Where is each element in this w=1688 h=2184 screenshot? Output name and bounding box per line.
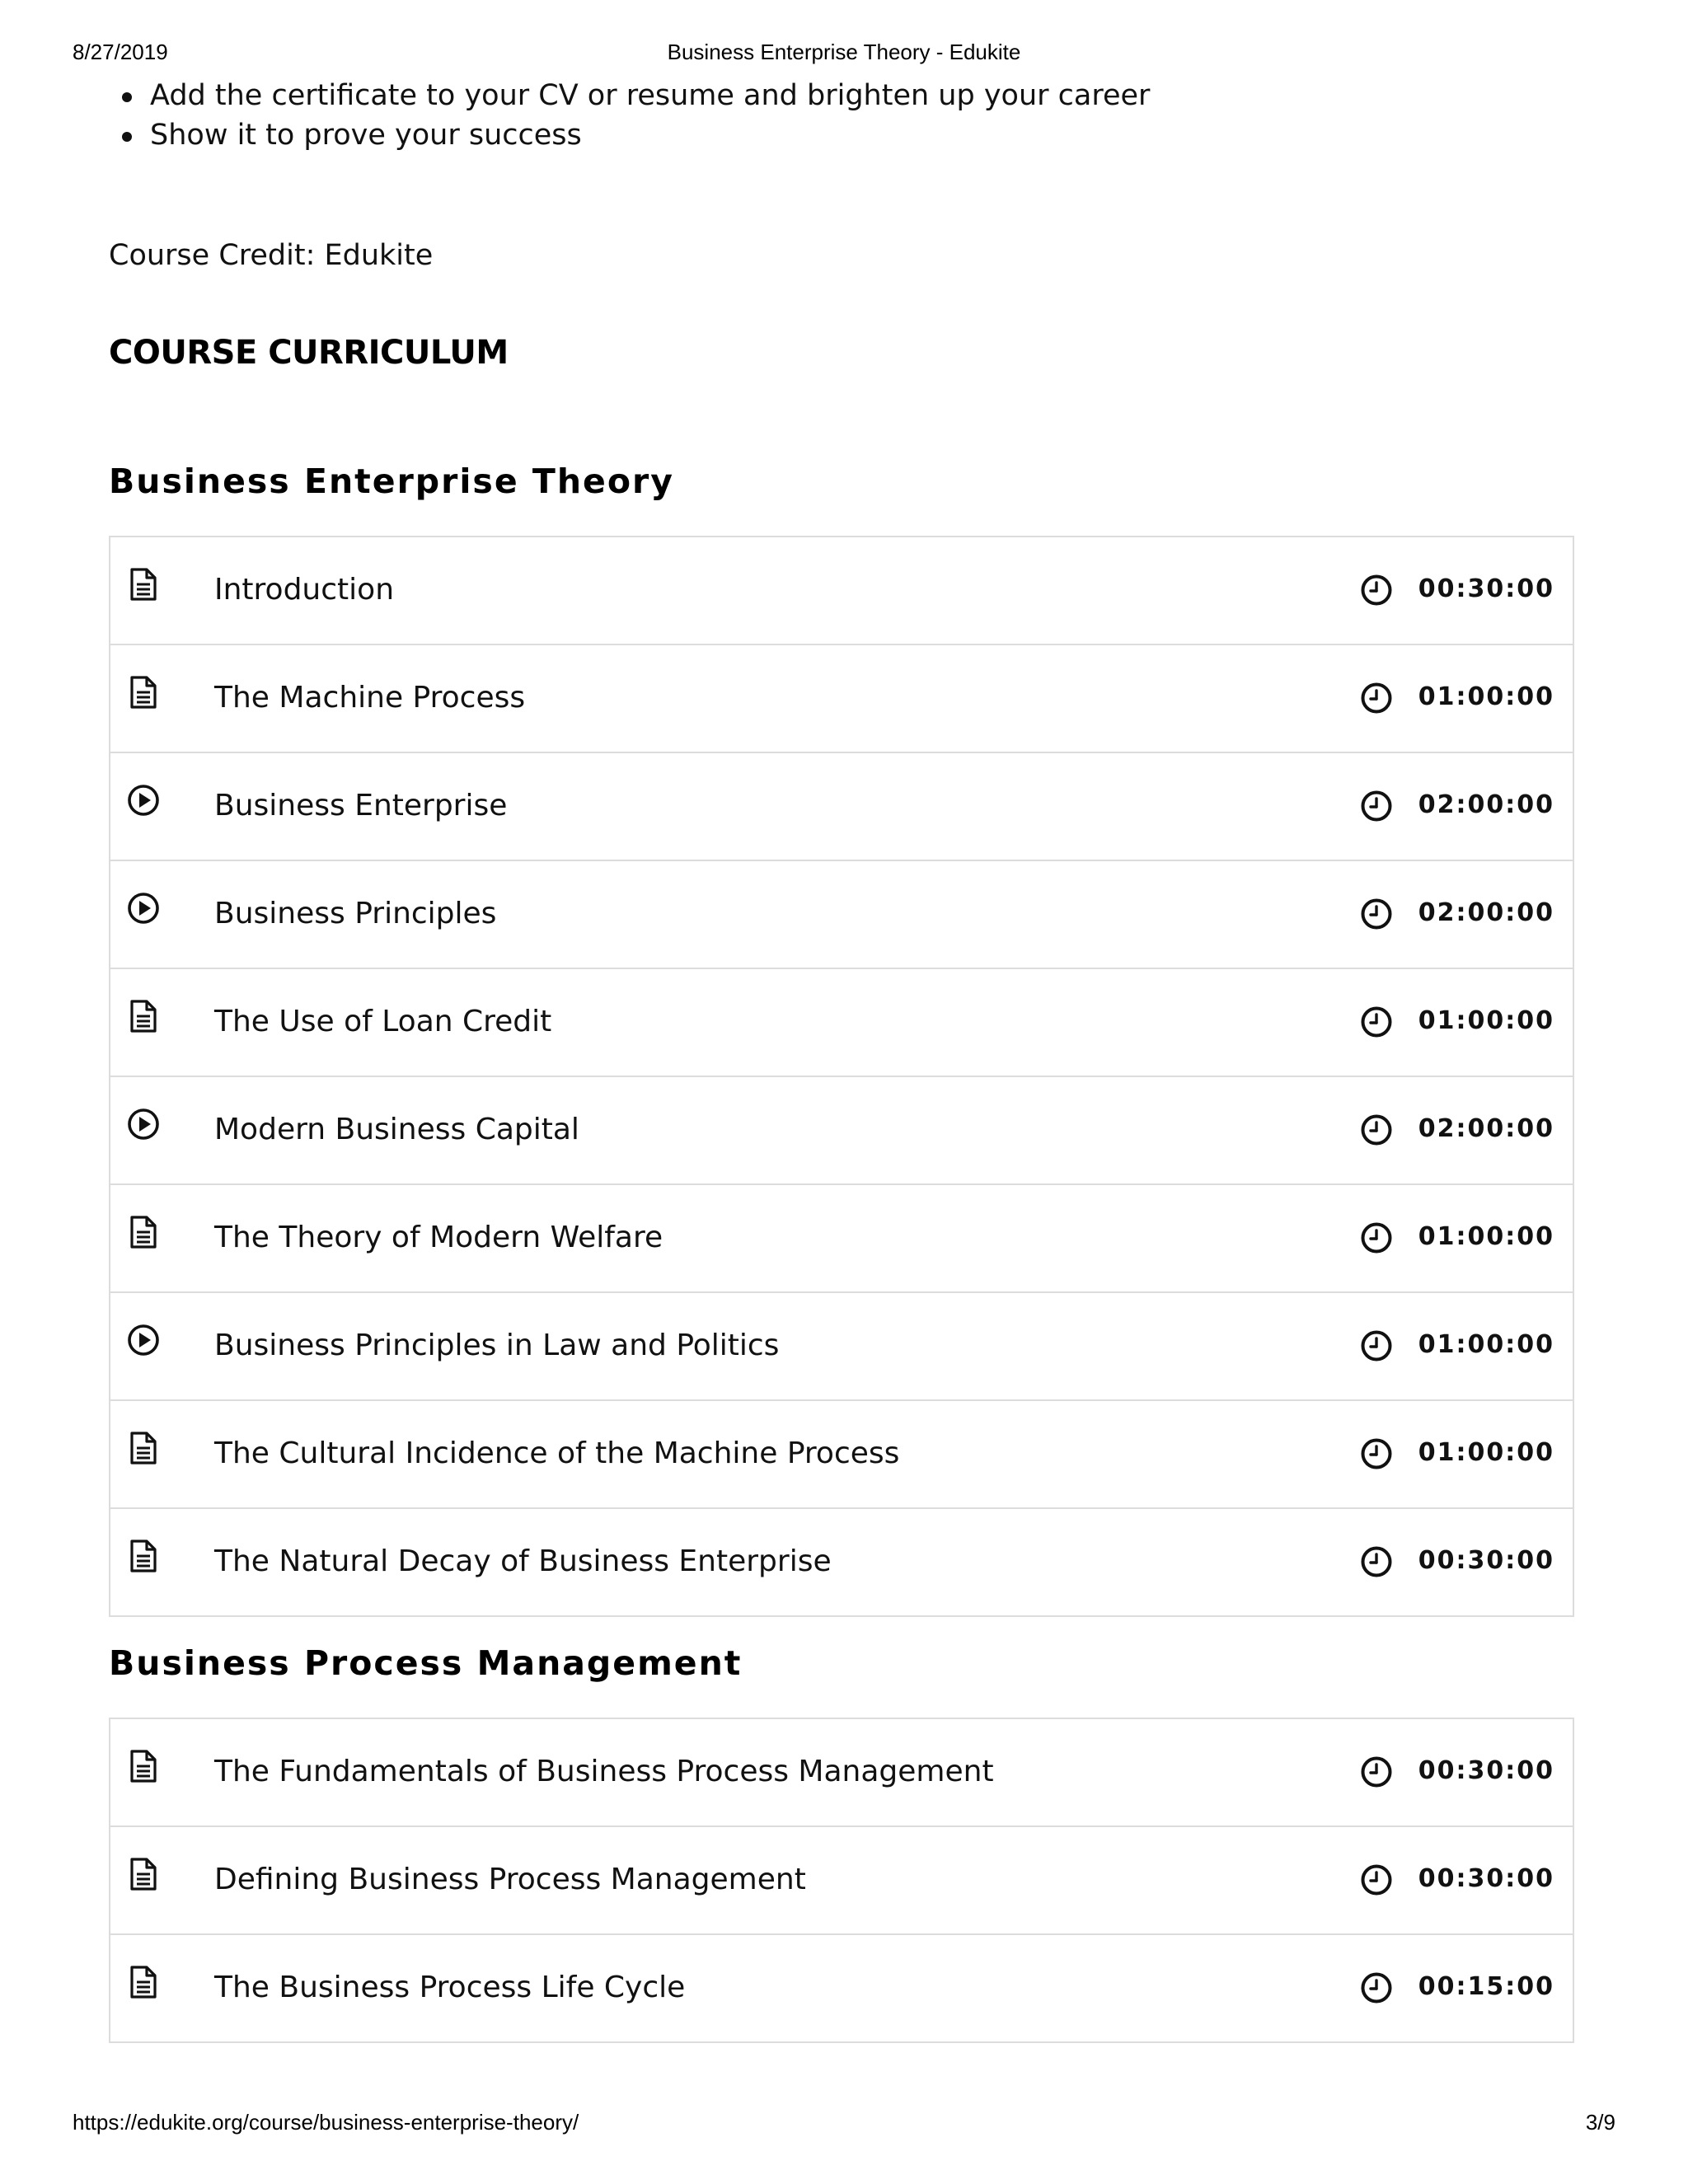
clock-icon (1360, 1863, 1393, 1896)
document-icon (127, 1431, 160, 1465)
section-title-business-process-management: Business Process Management (109, 1643, 743, 1683)
clock-icon (1360, 1113, 1393, 1146)
lesson-duration: 02:00:00 (1418, 790, 1554, 819)
document-icon (127, 1539, 160, 1573)
benefit-item: Show it to prove your success (150, 115, 1576, 155)
lesson-row[interactable] (110, 537, 1573, 645)
print-page-title: Business Enterprise Theory - Edukite (667, 40, 1021, 64)
document-icon (127, 999, 160, 1033)
clock-icon (1360, 1329, 1393, 1362)
lesson-row[interactable] (110, 969, 1573, 1077)
print-url: https://edukite.org/course/business-enterprise-theory/ (73, 2110, 579, 2135)
document-icon (127, 1965, 160, 1999)
lesson-title[interactable]: The Fundamentals of Business Process Management (214, 1755, 994, 1788)
lesson-duration: 00:30:00 (1418, 574, 1554, 603)
clock-icon (1360, 1971, 1393, 2004)
lesson-title[interactable]: The Cultural Incidence of the Machine Process (214, 1436, 900, 1470)
lesson-row[interactable] (110, 1509, 1573, 1617)
clock-icon (1360, 574, 1393, 607)
clock-icon (1360, 790, 1393, 823)
clock-icon (1360, 1005, 1393, 1038)
clock-icon (1360, 1221, 1393, 1254)
lesson-row[interactable] (110, 1077, 1573, 1185)
lesson-duration: 02:00:00 (1418, 898, 1554, 927)
lesson-title[interactable]: Modern Business Capital (214, 1113, 579, 1146)
benefit-item: Add the certificate to your CV or resume and brighten up your career (150, 76, 1576, 115)
clock-icon (1360, 898, 1393, 930)
lesson-title[interactable]: Business Enterprise (214, 789, 508, 823)
lesson-duration: 00:30:00 (1418, 1546, 1554, 1575)
lesson-row[interactable] (110, 753, 1573, 861)
lesson-title[interactable]: The Natural Decay of Business Enterprise (214, 1544, 832, 1578)
lesson-row[interactable] (110, 1935, 1573, 2043)
lesson-duration: 01:00:00 (1418, 1222, 1554, 1251)
lesson-duration: 01:00:00 (1418, 1330, 1554, 1359)
print-header (73, 40, 1615, 69)
page-content (109, 76, 1576, 2043)
lesson-row[interactable] (110, 1719, 1573, 1827)
document-icon (127, 1749, 160, 1783)
lesson-duration: 01:00:00 (1418, 682, 1554, 711)
section-title-business-enterprise-theory: Business Enterprise Theory (109, 462, 674, 501)
print-page-number: 3/9 (1585, 2110, 1615, 2135)
document-icon (127, 1857, 160, 1891)
lesson-duration: 01:00:00 (1418, 1438, 1554, 1467)
lesson-row[interactable] (110, 1401, 1573, 1509)
play-icon (127, 1107, 160, 1141)
lesson-title[interactable]: Business Principles (214, 897, 497, 930)
lesson-title[interactable]: Introduction (214, 573, 395, 607)
clock-icon (1360, 1755, 1393, 1788)
lesson-list-section-2 (109, 1718, 1574, 2043)
play-icon (127, 783, 160, 818)
lesson-duration: 00:30:00 (1418, 1864, 1554, 1893)
course-credit: Course Credit: Edukite (109, 239, 434, 272)
clock-icon (1360, 1437, 1393, 1470)
lesson-title[interactable]: The Use of Loan Credit (214, 1005, 552, 1038)
lesson-row[interactable] (110, 861, 1573, 969)
lesson-title[interactable]: The Theory of Modern Welfare (214, 1221, 663, 1254)
print-footer (73, 2110, 1615, 2139)
lesson-duration: 00:30:00 (1418, 1756, 1554, 1785)
play-icon (127, 891, 160, 926)
lesson-duration: 02:00:00 (1418, 1114, 1554, 1143)
benefits-list (109, 76, 1576, 155)
document-icon (127, 567, 160, 602)
lesson-title[interactable]: The Business Process Life Cycle (214, 1971, 686, 2004)
lesson-row[interactable] (110, 1185, 1573, 1293)
lesson-row[interactable] (110, 1827, 1573, 1935)
document-icon (127, 1215, 160, 1249)
lesson-duration: 00:15:00 (1418, 1972, 1554, 2001)
lesson-title[interactable]: Defining Business Process Management (214, 1863, 806, 1896)
lesson-title[interactable]: Business Principles in Law and Politics (214, 1329, 780, 1362)
lesson-title[interactable]: The Machine Process (214, 681, 526, 715)
print-date: 8/27/2019 (73, 40, 168, 64)
curriculum-heading: COURSE CURRICULUM (109, 334, 509, 372)
clock-icon (1360, 682, 1393, 715)
lesson-row[interactable] (110, 645, 1573, 753)
clock-icon (1360, 1545, 1393, 1578)
play-icon (127, 1323, 160, 1357)
lesson-list-section-1 (109, 536, 1574, 1617)
lesson-row[interactable] (110, 1293, 1573, 1401)
lesson-duration: 01:00:00 (1418, 1006, 1554, 1035)
document-icon (127, 675, 160, 710)
